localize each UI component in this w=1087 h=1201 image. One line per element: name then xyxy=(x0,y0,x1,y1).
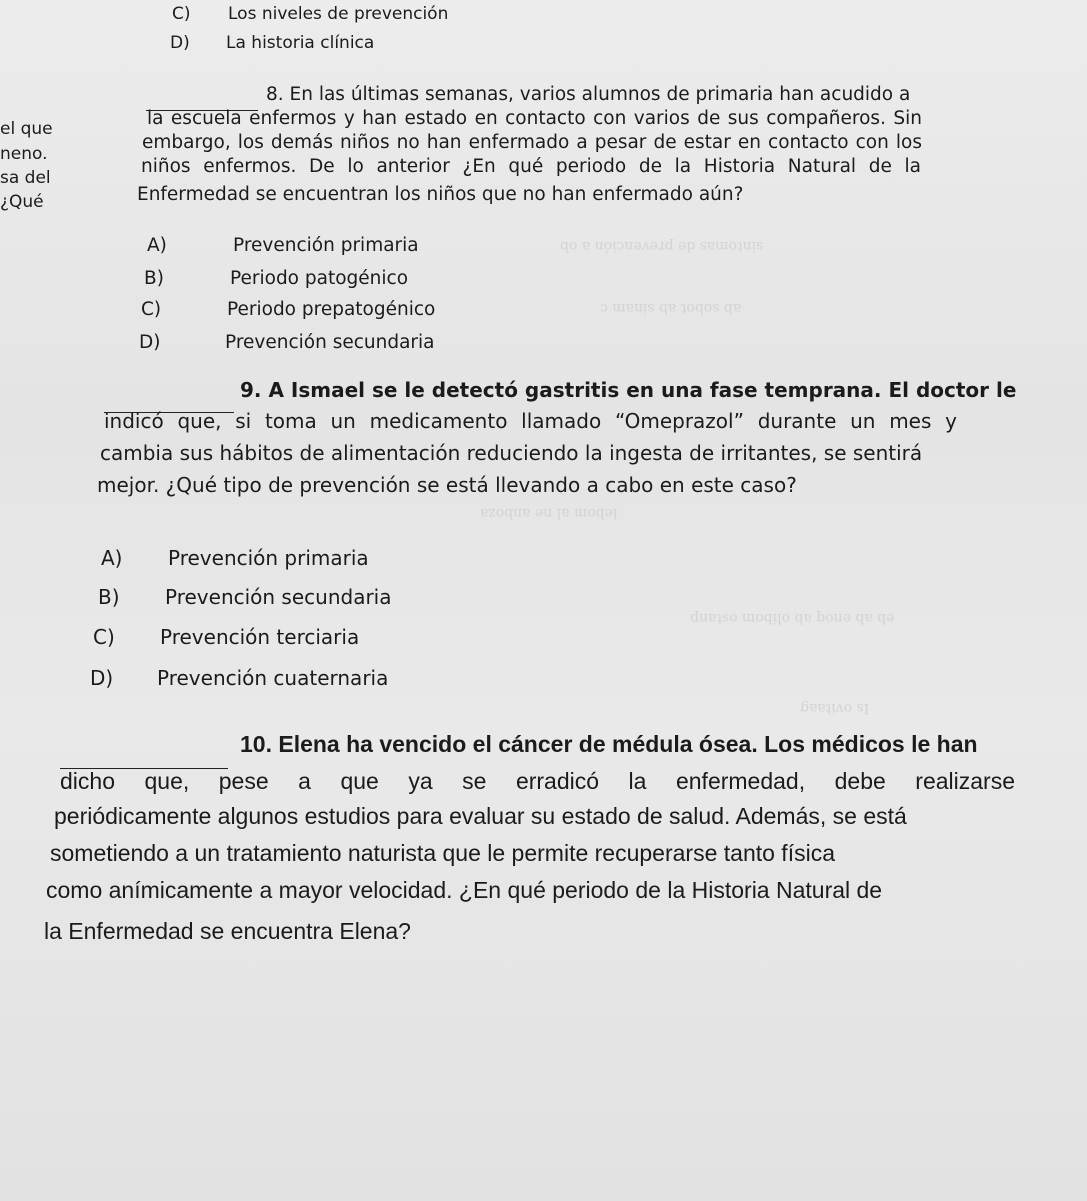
option-letter: C) xyxy=(172,4,191,24)
option-text: Prevención secundaria xyxy=(165,585,392,609)
option-text: Prevención primaria xyxy=(233,235,419,256)
question-8-option-a xyxy=(147,237,419,256)
question-9-line: indicó que, si toma un medicamento llamado “Omeprazol” durante un mes y xyxy=(104,409,957,433)
question-8-option-d xyxy=(139,334,435,353)
bleed-through-text: lebom al ne anboza xyxy=(480,505,618,521)
option-text: Periodo patogénico xyxy=(230,268,409,289)
option-text: Prevención primaria xyxy=(168,546,369,570)
top-option-d xyxy=(170,35,374,52)
option-letter: C) xyxy=(93,625,115,649)
question-10-line: dicho que, pese a que ya se erradicó la enfermedad, debe realizarse xyxy=(60,768,1015,794)
bleed-through-text: sintomas de prevención a ob xyxy=(560,238,764,254)
option-text: Prevención secundaria xyxy=(225,332,435,353)
question-9-line: mejor. ¿Qué tipo de prevención se está llevando a cabo en este caso? xyxy=(97,473,797,497)
question-8-option-c xyxy=(141,301,435,320)
top-option-c xyxy=(172,6,448,23)
margin-text: ¿Qué xyxy=(0,192,44,212)
option-text: Prevención terciaria xyxy=(160,625,360,649)
question-8-line: 8. En las últimas semanas, varios alumnos de primaria han acudido a xyxy=(266,84,911,105)
question-9-line: 9. A Ismael se le detectó gastritis en una fase temprana. El doctor le xyxy=(240,378,1017,402)
option-text: Prevención cuaternaria xyxy=(157,666,389,690)
option-letter: B) xyxy=(144,268,164,289)
question-8-option-b xyxy=(144,270,408,289)
margin-text: neno. xyxy=(0,144,48,164)
margin-text: sa del xyxy=(0,168,51,188)
option-letter: D) xyxy=(139,332,161,353)
option-letter: B) xyxy=(98,585,120,609)
question-8-line: embargo, los demás niños no han enfermado a pesar de estar en contacto con los xyxy=(142,132,922,153)
option-text: Los niveles de prevención xyxy=(228,4,449,24)
question-8-line: la escuela enfermos y han estado en contacto con varios de sus compañeros. Sin xyxy=(147,108,922,129)
question-9-option-a xyxy=(101,548,369,568)
option-letter: D) xyxy=(170,33,190,53)
option-letter: A) xyxy=(147,235,167,256)
option-letter: C) xyxy=(141,299,162,320)
question-10-line: 10. Elena ha vencido el cáncer de médula ósea. Los médicos le han xyxy=(240,731,978,757)
question-9-line: cambia sus hábitos de alimentación reduciendo la ingesta de irritantes, se sentirá xyxy=(100,441,923,465)
question-9-option-c xyxy=(93,627,359,647)
option-letter: D) xyxy=(90,666,114,690)
margin-text: el que xyxy=(0,119,53,139)
option-text: La historia clínica xyxy=(226,33,375,53)
question-8-line: niños enfermos. De lo anterior ¿En qué periodo de la Historia Natural de la xyxy=(141,156,921,177)
question-10-line: como anímicamente a mayor velocidad. ¿En qué periodo de la Historia Natural de xyxy=(46,877,883,903)
bleed-through-text: ab sobot ab sinam c xyxy=(600,300,742,316)
question-10-line: la Enfermedad se encuentra Elena? xyxy=(44,918,411,944)
question-9-option-b xyxy=(98,587,392,607)
question-10-line: periódicamente algunos estudios para evaluar su estado de salud. Además, se está xyxy=(54,803,907,829)
bleed-through-text: eb ab enoq ab olibom ostanp xyxy=(690,610,895,626)
question-10-line: sometiendo a un tratamiento naturista que le permite recuperarse tanto física xyxy=(50,840,835,866)
bleed-through-text: Is ovitaag xyxy=(800,700,870,716)
question-8-line: Enfermedad se encuentran los niños que no han enfermado aún? xyxy=(137,184,744,205)
option-text: Periodo prepatogénico xyxy=(227,299,436,320)
question-9-option-d xyxy=(90,668,388,688)
option-letter: A) xyxy=(101,546,123,570)
